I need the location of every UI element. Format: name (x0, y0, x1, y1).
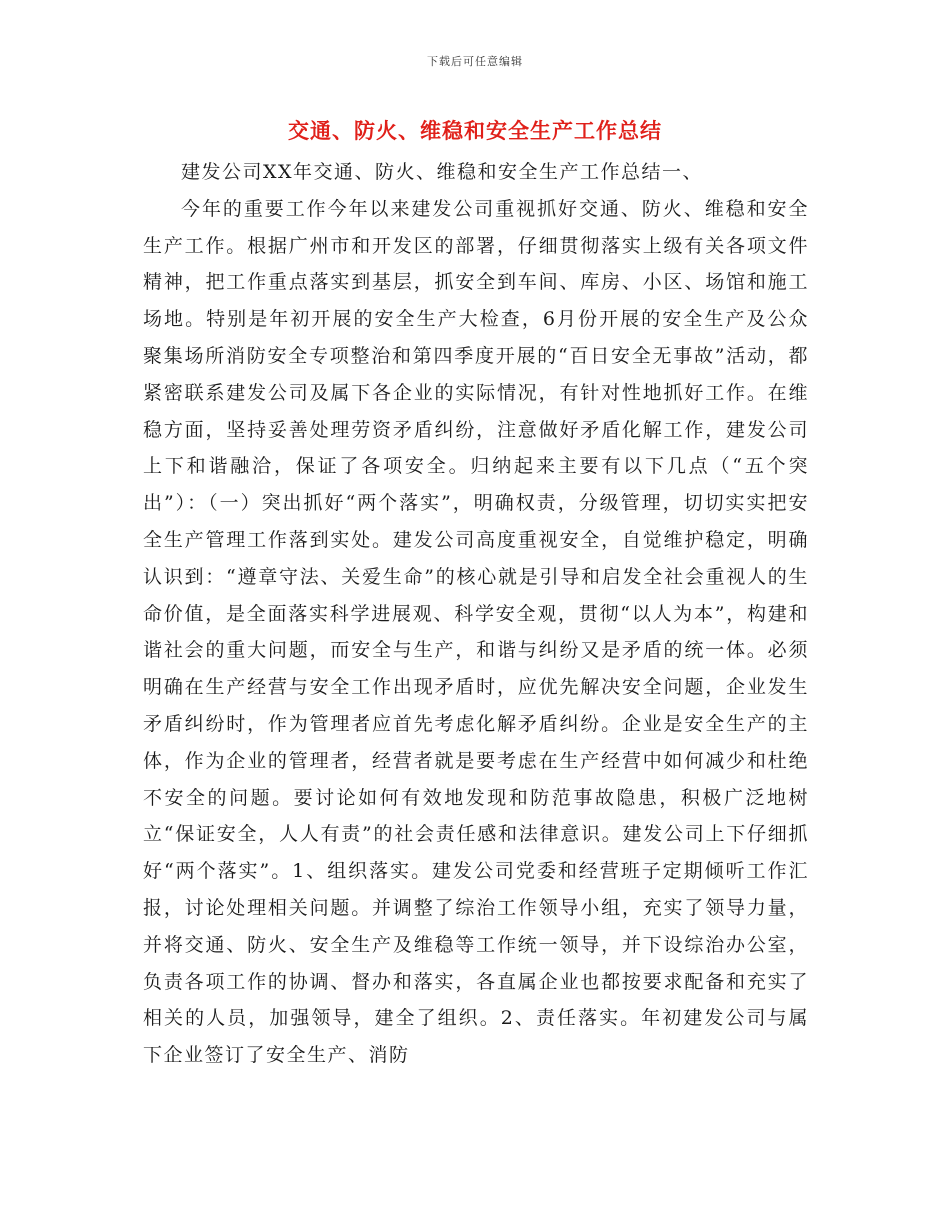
document-body (143, 154, 809, 1074)
header-note: 下载后可任意编辑 (427, 55, 523, 68)
body-paragraph: 建发公司XX年交通、防火、维稳和安全生产工作总结一、 (181, 161, 704, 183)
body-paragraph: 今年的重要工作今年以来建发公司重视抓好交通、防火、维稳和安全生产工作。根据广州市和开发区的部署，仔细贯彻落实上级有关各项文件精神，把工作重点落实到基层，抓安全到车间、库房、小区、场馆和施工场地。特别是年初开展的安全生产大检查，6月份开展的安全生产及公众聚集场所消防安全专项整治和第四季度开展的“百日安全无事故”活动，都紧密联系建发公司及属下各企业的实际情况，有针对性地抓好工作。在维稳方面，坚持妥善处理劳资矛盾纠纷，注意做好矛盾化解工作，建发公司上下和谐融洽，保证了各项安全。归纳起来主要有以下几点（“五个突出”）：（一）突出抓好“两个落实”，明确权责，分级管理，切切实实把安全生产管理工作落到实处。建发公司高度重视安全，自觉维护稳定，明确认识到：“遵章守法、关爱生命”的核心就是引导和启发全社会重视人的生命价值，是全面落实科学进展观、科学安全观，贯彻“以人为本”，构建和谐社会的重大问题，而安全与生产，和谐与纠纷又是矛盾的统一体。必须明确在生产经营与安全工作出现矛盾时，应优先解决安全问题，企业发生矛盾纠纷时，作为管理者应首先考虑化解矛盾纠纷。企业是安全生产的主体，作为企业的管理者，经营者就是要考虑在生产经营中如何减少和杜绝不安全的问题。要讨论如何有效地发现和防范事故隐患，积极广泛地树立“保证安全，人人有责”的社会责任感和法律意识。建发公司上下仔细抓好“两个落实”。1、组织落实。建发公司党委和经营班子定期倾听工作汇报，讨论处理相关问题。并调整了综治工作领导小组，充实了领导力量，并将交通、防火、安全生产及维稳等工作统一领导，并下设综治办公室，负责各项工作的协调、督办和落实，各直属企业也都按要求配备和充实了相关的人员，加强领导，建全了组织。2、责任落实。年初建发公司与属下企业签订了安全生产、消防 (143, 197, 809, 1067)
document-title: 交通、防火、维稳和安全生产工作总结 (288, 118, 662, 143)
